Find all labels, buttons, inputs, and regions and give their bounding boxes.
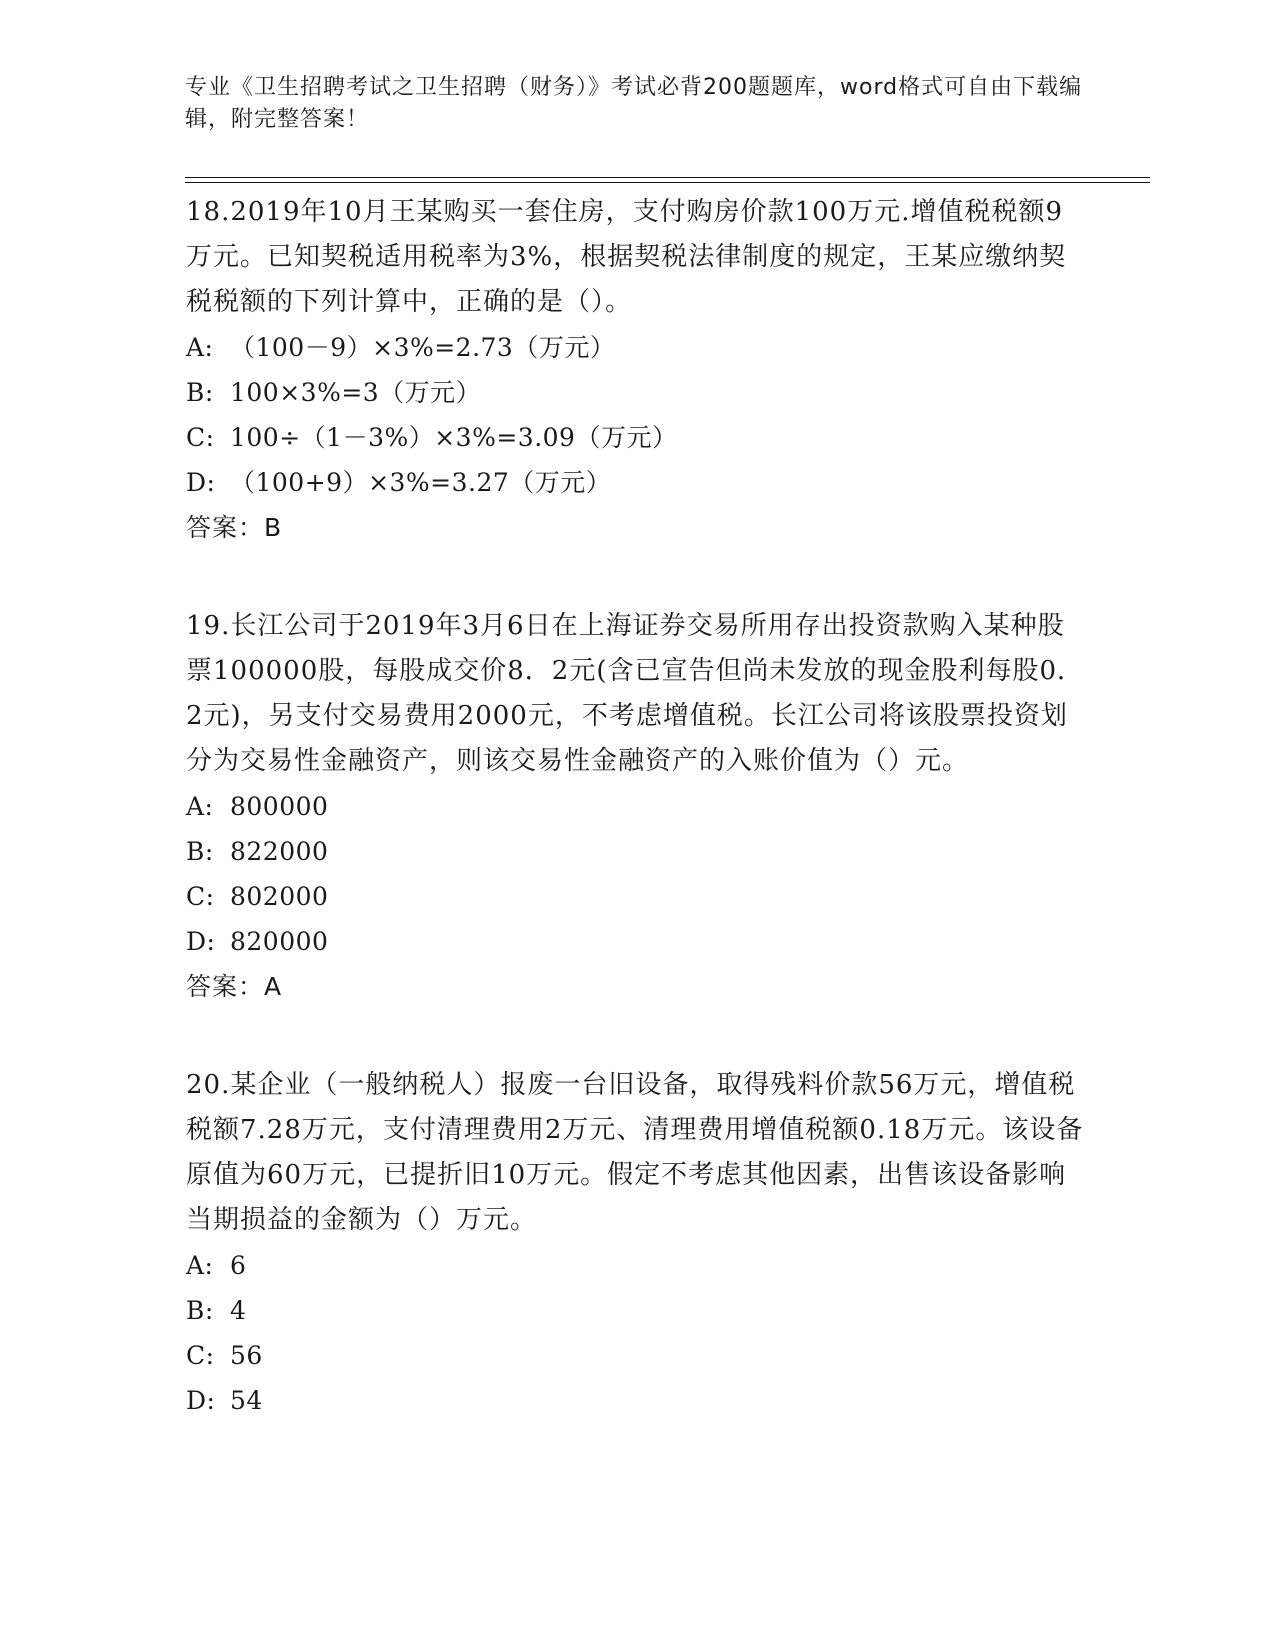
option-b: [186, 370, 1086, 415]
option-text: 100÷（1－3%）×3%=3.09（万元）: [230, 423, 678, 452]
option-d: [186, 1378, 1086, 1423]
option-text: 100×3%=3（万元）: [230, 378, 482, 407]
option-key: B:: [186, 378, 214, 407]
option-key: A:: [186, 1251, 214, 1280]
option-text: 54: [230, 1386, 263, 1415]
question-spacer: [186, 550, 1086, 604]
question-19: [186, 604, 1086, 1009]
option-text: 6: [230, 1251, 247, 1280]
option-key: D:: [186, 468, 216, 497]
option-key: C:: [186, 1341, 215, 1370]
option-a: [186, 325, 1086, 370]
question-list: [186, 190, 1086, 1423]
option-text: 802000: [230, 882, 329, 911]
question-stem: 20.某企业（一般纳税人）报废一台旧设备，取得残料价款56万元，增值税税额7.28万元，支付清理费用2万元、清理费用增值税额0.18万元。该设备原值为60万元，已提折旧10万元。假定不考虑其他因素，出售该设备影响当期损益的金额为（）万元。: [186, 1070, 1084, 1235]
option-text: 820000: [230, 927, 329, 956]
answer-line: 答案：A: [186, 972, 283, 1001]
answer-line: 答案：B: [186, 513, 283, 542]
option-key: A:: [186, 792, 214, 821]
option-b: [186, 829, 1086, 874]
question-stem: 19.长江公司于2019年3月6日在上海证券交易所用存出投资款购入某种股票100000股，每股成交价8．2元(含已宣告但尚未发放的现金股利每股0．2元)，另支付交易费用2000元，不考虑增值税。长江公司将该股票投资划分为交易性金融资产，则该交易性金融资产的入账价值为（）元。: [186, 611, 1085, 776]
option-key: A:: [186, 333, 214, 362]
question-stem: 18.2019年10月王某购买一套住房，支付购房价款100万元.增值税税额9万元。已知契税适用税率为3%，根据契税法律制度的规定，王某应缴纳契税税额的下列计算中，正确的是（）。: [186, 197, 1067, 317]
option-key: D:: [186, 927, 216, 956]
option-text: 800000: [230, 792, 329, 821]
document-header: 专业《卫生招聘考试之卫生招聘（财务）》考试必背200题题库，word格式可自由下载编辑，附完整答案！: [185, 75, 1083, 132]
option-key: C:: [186, 423, 215, 452]
option-a: [186, 784, 1086, 829]
option-text: 822000: [230, 837, 329, 866]
option-c: [186, 1333, 1086, 1378]
option-key: D:: [186, 1386, 216, 1415]
option-c: [186, 874, 1086, 919]
header-rule-bottom: [185, 182, 1150, 183]
option-text: （100+9）×3%=3.27（万元）: [230, 468, 612, 497]
question-18: [186, 190, 1086, 550]
question-20: [186, 1063, 1086, 1423]
option-key: B:: [186, 837, 214, 866]
option-a: [186, 1243, 1086, 1288]
option-text: 56: [230, 1341, 263, 1370]
option-d: [186, 460, 1086, 505]
option-key: C:: [186, 882, 215, 911]
header-rule-top: [185, 177, 1150, 178]
option-text: （100－9）×3%=2.73（万元）: [230, 333, 616, 362]
question-spacer: [186, 1009, 1086, 1063]
option-key: B:: [186, 1296, 214, 1325]
option-d: [186, 919, 1086, 964]
option-b: [186, 1288, 1086, 1333]
option-text: 4: [230, 1296, 247, 1325]
option-c: [186, 415, 1086, 460]
